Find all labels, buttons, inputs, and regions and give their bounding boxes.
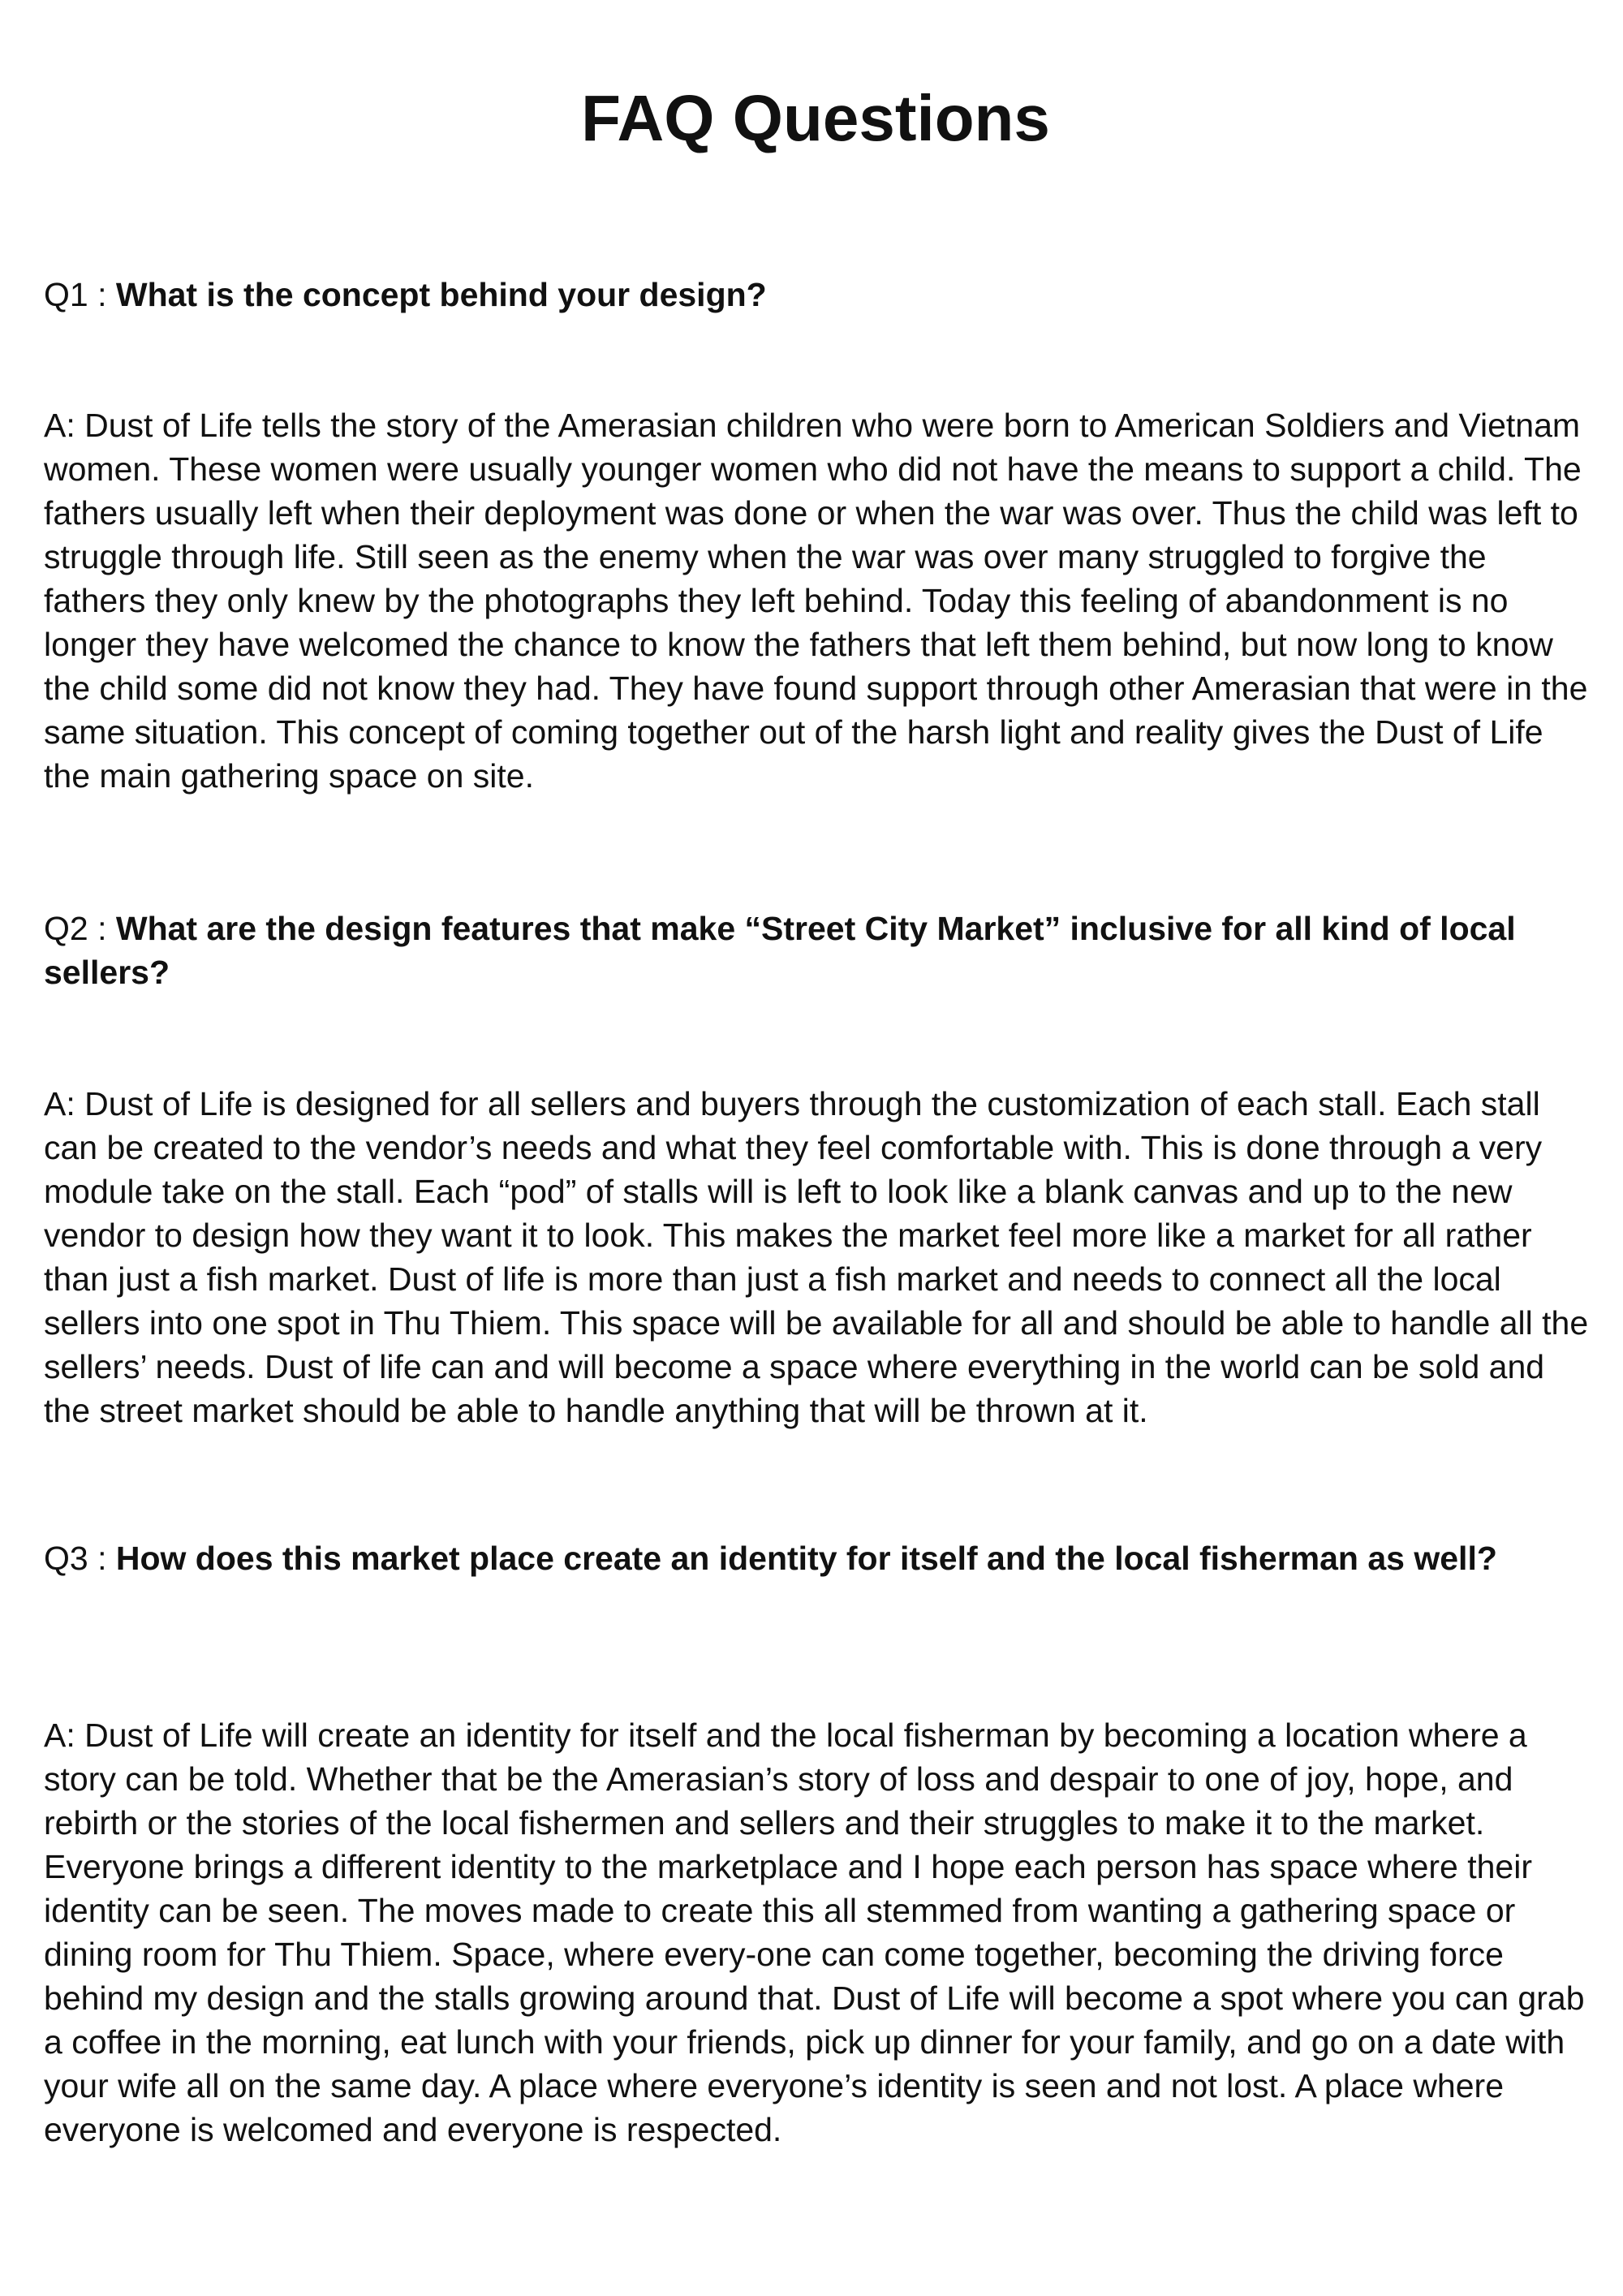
question-label: Q1 : <box>44 276 116 313</box>
faq-question-2 <box>44 907 1586 994</box>
faq-answer-3: A: Dust of Life will create an identity for itself and the local fisherman by becoming a location where a story can be told. Whether that be the Amerasian’s story of loss and despair to one of joy, hope, and rebirth or the stories of the local fishermen and sellers and their struggles to make it to the market. Everyone brings a different identity to the marketplace and I hope each person has space where their identity can be seen. The moves made to create this all stemmed from wanting a gathering space or dining room for Thu Thiem. Space, where every-one can come together, becoming the driving force behind my design and the stalls growing around that. Dust of Life will become a spot where you can grab a coffee in the morning, eat lunch with your friends, pick up dinner for your family, and go on a date with your wife all on the same day. A place where everyone’s identity is seen and not lost. A place where everyone is welcomed and everyone is respected. <box>44 1717 1585 2148</box>
question-label: Q3 : <box>44 1540 116 1577</box>
faq-question-3 <box>44 1536 1586 1580</box>
faq-answer-2: A: Dust of Life is designed for all sellers and buyers through the customization of each stall. Each stall can be created to the vendor’s needs and what they feel comfortable with. This is done through a very module take on the stall. Each “pod” of stalls will is left to look like a blank canvas and up to the new vendor to design how they want it to look. This makes the market feel more like a market for all rather than just a fish market. Dust of life is more than just a fish market and needs to connect all the local sellers into one spot in Thu Thiem. This space will be available for all and should be able to handle all the sellers’ needs. Dust of life can and will become a space where everything in the world can be sold and the street market should be able to handle anything that will be thrown at it. <box>44 1085 1589 1429</box>
question-label: Q2 : <box>44 910 116 947</box>
question-text: How does this market place create an identity for itself and the local fisherman as well? <box>115 1540 1497 1577</box>
question-text: What are the design features that make “Street City Market” inclusive for all kind of local sellers? <box>44 910 1516 991</box>
page-title: FAQ Questions <box>581 82 1050 154</box>
question-text: What is the concept behind your design? <box>115 276 767 313</box>
faq-answer-1: A: Dust of Life tells the story of the Amerasian children who were born to American Soldiers and Vietnam women. These women were usually younger women who did not have the means to support a child. The fathers usually left when their deployment was done or when the war was over. Thus the child was left to struggle through life. Still seen as the enemy when the war was over many struggled to forgive the fathers they only knew by the photographs they left behind. Today this feeling of abandonment is no longer they have welcomed the chance to know the fathers that left them behind, but now long to know the child some did not know they had. They have found support through other Amerasian that were in the same situation. This concept of coming together out of the harsh light and reality gives the Dust of Life the main gathering space on site. <box>44 407 1588 795</box>
faq-question-1 <box>44 273 1586 317</box>
